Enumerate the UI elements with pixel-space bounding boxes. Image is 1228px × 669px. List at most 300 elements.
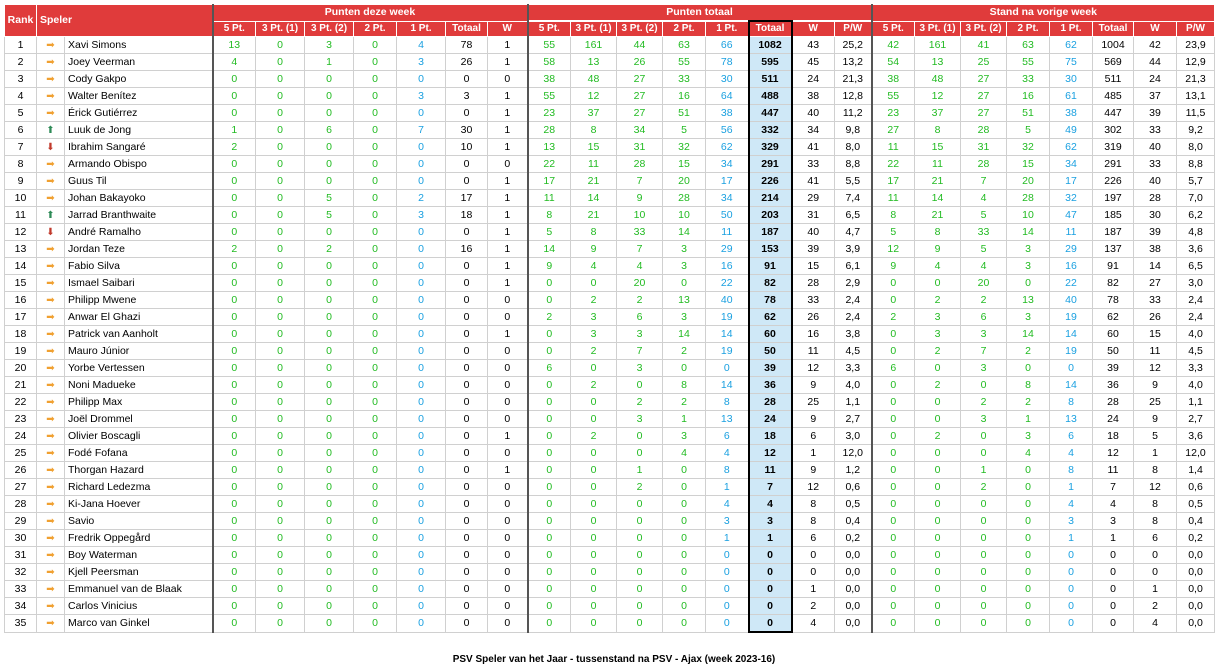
week-cell: 0 bbox=[305, 292, 354, 309]
trend-cell bbox=[37, 258, 65, 275]
total-cell: 6,5 bbox=[835, 207, 872, 224]
week-subheader[interactable]: 5 Pt. bbox=[213, 21, 256, 37]
week-cell: 0 bbox=[446, 462, 488, 479]
week-cell: 0 bbox=[213, 360, 256, 377]
week-cell: 0 bbox=[488, 343, 528, 360]
week-cell: 1 bbox=[488, 173, 528, 190]
prev-cell: 29 bbox=[1050, 241, 1093, 258]
trend-right-icon: ➡ bbox=[46, 176, 55, 187]
total-cell: 0 bbox=[528, 581, 571, 598]
total-cell: 2 bbox=[617, 394, 663, 411]
total-cell: 8 bbox=[792, 513, 835, 530]
total-cell: 13,2 bbox=[835, 54, 872, 71]
prev-cell: 3 bbox=[1093, 513, 1134, 530]
trend-cell bbox=[37, 275, 65, 292]
week-cell: 0 bbox=[256, 445, 305, 462]
week-cell: 0 bbox=[397, 292, 446, 309]
week-cell: 0 bbox=[256, 275, 305, 292]
table-row bbox=[5, 156, 1215, 173]
prev-cell: 44 bbox=[1134, 54, 1177, 71]
prev-cell: 0 bbox=[872, 411, 915, 428]
trend-cell bbox=[37, 71, 65, 88]
total-cell: 8 bbox=[571, 224, 617, 241]
total-cell: 0 bbox=[571, 462, 617, 479]
table-row bbox=[5, 547, 1215, 564]
prev-cell: 2,4 bbox=[1177, 309, 1215, 326]
prev-cell: 1 bbox=[1050, 479, 1093, 496]
week-cell: 1 bbox=[488, 241, 528, 258]
week-cell: 0 bbox=[488, 445, 528, 462]
week-cell: 0 bbox=[256, 71, 305, 88]
table-row bbox=[5, 326, 1215, 343]
total-cell: 2 bbox=[528, 309, 571, 326]
total-cell: 187 bbox=[749, 224, 792, 241]
prev-cell: 8 bbox=[1007, 377, 1050, 394]
total-cell: 0 bbox=[663, 360, 706, 377]
total-cell: 1 bbox=[617, 462, 663, 479]
total-cell: 226 bbox=[749, 173, 792, 190]
prev-cell: 3,0 bbox=[1177, 275, 1215, 292]
prev-cell: 4,5 bbox=[1177, 343, 1215, 360]
week-cell: 1 bbox=[488, 54, 528, 71]
player-name: Ibrahim Sangaré bbox=[65, 139, 213, 156]
total-cell: 0 bbox=[749, 564, 792, 581]
week-cell: 0 bbox=[256, 547, 305, 564]
week-cell: 3 bbox=[397, 88, 446, 105]
prev-cell: 8 bbox=[915, 224, 961, 241]
week-cell: 0 bbox=[213, 598, 256, 615]
total-cell: 4 bbox=[706, 496, 749, 513]
total-cell: 0,0 bbox=[835, 581, 872, 598]
prev-cell: 32 bbox=[1007, 139, 1050, 156]
total-cell: 9 bbox=[792, 462, 835, 479]
rank-cell: 22 bbox=[5, 394, 37, 411]
total-cell: 0 bbox=[571, 445, 617, 462]
week-cell: 0 bbox=[446, 411, 488, 428]
prev-cell: 3 bbox=[1007, 309, 1050, 326]
prev-cell: 4 bbox=[1050, 496, 1093, 513]
prev-cell: 0 bbox=[1007, 564, 1050, 581]
trend-right-icon: ➡ bbox=[46, 278, 55, 289]
total-cell: 1 bbox=[792, 581, 835, 598]
prev-cell: 3,6 bbox=[1177, 428, 1215, 445]
prev-cell: 0 bbox=[872, 275, 915, 292]
week-cell: 0 bbox=[354, 224, 397, 241]
prev-cell: 1004 bbox=[1093, 37, 1134, 54]
week-cell: 0 bbox=[446, 258, 488, 275]
week-cell: 2 bbox=[213, 241, 256, 258]
total-cell: 3 bbox=[617, 326, 663, 343]
total-cell: 0 bbox=[528, 292, 571, 309]
trend-right-icon: ➡ bbox=[46, 380, 55, 391]
total-cell: 33 bbox=[617, 224, 663, 241]
speler-header[interactable]: Speler bbox=[37, 5, 213, 37]
week-cell: 0 bbox=[213, 88, 256, 105]
prev-cell: 24 bbox=[1134, 71, 1177, 88]
week-group-header: Punten deze week bbox=[213, 5, 528, 22]
week-cell: 0 bbox=[256, 615, 305, 633]
total-cell: 25 bbox=[792, 394, 835, 411]
week-cell: 0 bbox=[256, 377, 305, 394]
total-cell: 4,7 bbox=[835, 224, 872, 241]
total-cell: 0 bbox=[528, 615, 571, 633]
total-cell: 13 bbox=[571, 54, 617, 71]
player-name: Cody Gakpo bbox=[65, 71, 213, 88]
total-cell: 50 bbox=[706, 207, 749, 224]
trend-cell bbox=[37, 615, 65, 633]
rank-header[interactable]: Rank bbox=[5, 5, 37, 37]
trend-right-icon: ➡ bbox=[46, 329, 55, 340]
prev-cell: 0 bbox=[872, 547, 915, 564]
prev-cell: 0 bbox=[872, 479, 915, 496]
trend-cell bbox=[37, 309, 65, 326]
prev-cell: 569 bbox=[1093, 54, 1134, 71]
rank-cell: 31 bbox=[5, 547, 37, 564]
total-cell: 291 bbox=[749, 156, 792, 173]
total-cell: 33 bbox=[663, 71, 706, 88]
week-cell: 0 bbox=[488, 309, 528, 326]
total-subheader[interactable]: P/W bbox=[835, 21, 872, 37]
total-subheader[interactable]: 3 Pt. (1) bbox=[571, 21, 617, 37]
trend-right-icon: ➡ bbox=[46, 567, 55, 578]
week-cell: 0 bbox=[354, 37, 397, 54]
week-cell: 0 bbox=[397, 309, 446, 326]
player-name: Walter Benítez bbox=[65, 88, 213, 105]
total-cell: 19 bbox=[706, 343, 749, 360]
total-cell: 0 bbox=[617, 445, 663, 462]
prev-cell: 40 bbox=[1134, 139, 1177, 156]
total-subheader[interactable]: 3 Pt. (2) bbox=[617, 21, 663, 37]
total-cell: 0 bbox=[617, 377, 663, 394]
prev-cell: 5 bbox=[1007, 122, 1050, 139]
rank-cell: 13 bbox=[5, 241, 37, 258]
week-cell: 0 bbox=[256, 428, 305, 445]
trend-up-icon: ⬆ bbox=[46, 210, 55, 221]
standings-container bbox=[4, 4, 1215, 633]
week-cell: 17 bbox=[446, 190, 488, 207]
week-cell: 0 bbox=[488, 547, 528, 564]
prev-cell: 13,1 bbox=[1177, 88, 1215, 105]
week-cell: 0 bbox=[397, 428, 446, 445]
week-cell: 0 bbox=[446, 428, 488, 445]
total-cell: 1 bbox=[792, 445, 835, 462]
week-cell: 0 bbox=[354, 428, 397, 445]
week-cell: 0 bbox=[213, 530, 256, 547]
total-cell: 41 bbox=[792, 139, 835, 156]
player-name: Jordan Teze bbox=[65, 241, 213, 258]
prev-cell: 27 bbox=[872, 122, 915, 139]
prev-cell: 8 bbox=[915, 122, 961, 139]
table-row bbox=[5, 241, 1215, 258]
prev-cell: 14 bbox=[1007, 326, 1050, 343]
week-cell: 0 bbox=[256, 343, 305, 360]
total-cell: 3 bbox=[617, 360, 663, 377]
rank-cell: 18 bbox=[5, 326, 37, 343]
week-cell: 0 bbox=[488, 377, 528, 394]
total-cell: 0 bbox=[528, 394, 571, 411]
table-row bbox=[5, 292, 1215, 309]
week-cell: 0 bbox=[397, 496, 446, 513]
week-cell: 0 bbox=[354, 564, 397, 581]
prev-cell: 0 bbox=[1134, 564, 1177, 581]
week-cell: 0 bbox=[213, 394, 256, 411]
prev-cell: 0 bbox=[1007, 547, 1050, 564]
week-cell: 0 bbox=[305, 496, 354, 513]
week-cell: 0 bbox=[256, 207, 305, 224]
total-cell: 0 bbox=[528, 530, 571, 547]
prev-cell: 4 bbox=[1007, 445, 1050, 462]
prev-cell: 48 bbox=[915, 71, 961, 88]
prev-cell: 16 bbox=[1050, 258, 1093, 275]
total-cell: 0 bbox=[617, 513, 663, 530]
prev-subheader[interactable]: 3 Pt. (1) bbox=[915, 21, 961, 37]
total-cell: 7 bbox=[617, 343, 663, 360]
prev-cell: 3,3 bbox=[1177, 360, 1215, 377]
total-cell: 40 bbox=[792, 105, 835, 122]
table-row bbox=[5, 411, 1215, 428]
total-cell: 34 bbox=[792, 122, 835, 139]
prev-cell: 5 bbox=[961, 241, 1007, 258]
week-cell: 0 bbox=[256, 479, 305, 496]
total-cell: 27 bbox=[617, 71, 663, 88]
total-cell: 51 bbox=[663, 105, 706, 122]
table-row bbox=[5, 343, 1215, 360]
total-cell: 21,3 bbox=[835, 71, 872, 88]
week-cell: 0 bbox=[354, 71, 397, 88]
total-cell: 3 bbox=[706, 513, 749, 530]
prev-cell: 4,8 bbox=[1177, 224, 1215, 241]
table-header bbox=[5, 5, 1215, 37]
prev-subheader[interactable]: 1 Pt. bbox=[1050, 21, 1093, 37]
week-cell: 0 bbox=[354, 190, 397, 207]
week-cell: 0 bbox=[256, 122, 305, 139]
week-cell: 0 bbox=[488, 513, 528, 530]
trend-right-icon: ➡ bbox=[46, 584, 55, 595]
total-cell: 3 bbox=[617, 411, 663, 428]
week-cell: 0 bbox=[397, 241, 446, 258]
total-cell: 2 bbox=[663, 394, 706, 411]
prev-subheader[interactable]: Totaal bbox=[1093, 21, 1134, 37]
prev-subheader[interactable]: 2 Pt. bbox=[1007, 21, 1050, 37]
week-cell: 26 bbox=[446, 54, 488, 71]
rank-cell: 30 bbox=[5, 530, 37, 547]
prev-cell: 0 bbox=[1007, 479, 1050, 496]
prev-group-header: Stand na vorige week bbox=[872, 5, 1215, 22]
week-cell: 0 bbox=[446, 292, 488, 309]
prev-cell: 7,0 bbox=[1177, 190, 1215, 207]
table-row bbox=[5, 122, 1215, 139]
prev-cell: 0 bbox=[1093, 564, 1134, 581]
total-cell: 28 bbox=[749, 394, 792, 411]
prev-cell: 0,6 bbox=[1177, 479, 1215, 496]
week-cell: 3 bbox=[397, 54, 446, 71]
total-cell: 11 bbox=[528, 190, 571, 207]
week-cell: 1 bbox=[488, 37, 528, 54]
total-cell: 0 bbox=[528, 496, 571, 513]
prev-subheader[interactable]: 3 Pt. (2) bbox=[961, 21, 1007, 37]
prev-cell: 0 bbox=[872, 598, 915, 615]
prev-cell: 4,0 bbox=[1177, 326, 1215, 343]
prev-cell: 33 bbox=[1134, 122, 1177, 139]
prev-cell: 302 bbox=[1093, 122, 1134, 139]
player-name: Fabio Silva bbox=[65, 258, 213, 275]
total-cell: 29 bbox=[792, 190, 835, 207]
trend-cell bbox=[37, 122, 65, 139]
total-cell: 11 bbox=[706, 224, 749, 241]
total-group-header: Punten totaal bbox=[528, 5, 872, 22]
week-cell: 0 bbox=[354, 275, 397, 292]
prev-cell: 2 bbox=[915, 343, 961, 360]
prev-cell: 0 bbox=[1007, 275, 1050, 292]
total-cell: 33 bbox=[792, 156, 835, 173]
prev-cell: 0 bbox=[961, 377, 1007, 394]
prev-cell: 50 bbox=[1093, 343, 1134, 360]
prev-cell: 10 bbox=[1007, 207, 1050, 224]
prev-cell: 0 bbox=[915, 581, 961, 598]
prev-cell: 0 bbox=[915, 462, 961, 479]
week-cell: 0 bbox=[256, 224, 305, 241]
total-subheader[interactable]: 1 Pt. bbox=[706, 21, 749, 37]
week-cell: 1 bbox=[488, 326, 528, 343]
week-cell: 0 bbox=[213, 224, 256, 241]
week-cell: 0 bbox=[305, 479, 354, 496]
trend-cell bbox=[37, 462, 65, 479]
total-cell: 6 bbox=[792, 428, 835, 445]
week-cell: 0 bbox=[446, 224, 488, 241]
table-row bbox=[5, 309, 1215, 326]
week-cell: 0 bbox=[256, 513, 305, 530]
prev-cell: 11 bbox=[1134, 343, 1177, 360]
week-cell: 0 bbox=[488, 581, 528, 598]
trend-up-icon: ⬆ bbox=[46, 125, 55, 136]
week-cell: 0 bbox=[213, 581, 256, 598]
prev-cell: 12 bbox=[872, 241, 915, 258]
week-subheader[interactable]: 2 Pt. bbox=[354, 21, 397, 37]
prev-cell: 40 bbox=[1134, 173, 1177, 190]
prev-subheader[interactable]: W bbox=[1134, 21, 1177, 37]
total-cell: 214 bbox=[749, 190, 792, 207]
week-cell: 0 bbox=[397, 479, 446, 496]
player-name: Marco van Ginkel bbox=[65, 615, 213, 633]
total-cell: 3 bbox=[663, 241, 706, 258]
prev-cell: 1,1 bbox=[1177, 394, 1215, 411]
week-cell: 0 bbox=[354, 462, 397, 479]
prev-cell: 2 bbox=[961, 394, 1007, 411]
prev-cell: 4 bbox=[1134, 615, 1177, 633]
prev-cell: 0 bbox=[1007, 530, 1050, 547]
prev-cell: 2 bbox=[915, 428, 961, 445]
prev-cell: 33 bbox=[961, 224, 1007, 241]
prev-cell: 2 bbox=[915, 292, 961, 309]
week-cell: 0 bbox=[354, 547, 397, 564]
prev-cell: 0 bbox=[915, 411, 961, 428]
week-subheader[interactable]: Totaal bbox=[446, 21, 488, 37]
week-cell: 18 bbox=[446, 207, 488, 224]
total-cell: 10 bbox=[663, 207, 706, 224]
prev-cell: 8 bbox=[872, 207, 915, 224]
prev-cell: 0,0 bbox=[1177, 564, 1215, 581]
rank-cell: 32 bbox=[5, 564, 37, 581]
total-cell: 39 bbox=[792, 241, 835, 258]
prev-cell: 3 bbox=[1050, 513, 1093, 530]
rank-cell: 29 bbox=[5, 513, 37, 530]
total-cell: 0 bbox=[617, 581, 663, 598]
table-row bbox=[5, 445, 1215, 462]
week-cell: 6 bbox=[305, 122, 354, 139]
player-name: Patrick van Aanholt bbox=[65, 326, 213, 343]
player-name: Noni Madueke bbox=[65, 377, 213, 394]
week-subheader[interactable]: 1 Pt. bbox=[397, 21, 446, 37]
week-cell: 0 bbox=[305, 394, 354, 411]
week-subheader[interactable]: 3 Pt. (2) bbox=[305, 21, 354, 37]
total-cell: 12,8 bbox=[835, 88, 872, 105]
week-subheader[interactable]: W bbox=[488, 21, 528, 37]
week-subheader[interactable]: 3 Pt. (1) bbox=[256, 21, 305, 37]
prev-cell: 0 bbox=[961, 615, 1007, 633]
prev-cell: 0 bbox=[872, 292, 915, 309]
trend-right-icon: ➡ bbox=[46, 74, 55, 85]
total-cell: 0 bbox=[571, 275, 617, 292]
week-cell: 0 bbox=[213, 309, 256, 326]
trend-right-icon: ➡ bbox=[46, 516, 55, 527]
total-cell: 3 bbox=[571, 326, 617, 343]
total-cell: 25,2 bbox=[835, 37, 872, 54]
trend-right-icon: ➡ bbox=[46, 108, 55, 119]
total-subheader[interactable]: W bbox=[792, 21, 835, 37]
week-cell: 0 bbox=[488, 411, 528, 428]
trend-right-icon: ➡ bbox=[46, 499, 55, 510]
table-row bbox=[5, 428, 1215, 445]
rank-cell: 5 bbox=[5, 105, 37, 122]
rank-cell: 25 bbox=[5, 445, 37, 462]
prev-cell: 16 bbox=[1007, 88, 1050, 105]
prev-cell: 20 bbox=[961, 275, 1007, 292]
total-cell: 8 bbox=[792, 496, 835, 513]
total-cell: 0 bbox=[528, 326, 571, 343]
total-cell: 40 bbox=[706, 292, 749, 309]
prev-subheader[interactable]: 5 Pt. bbox=[872, 21, 915, 37]
prev-subheader[interactable]: P/W bbox=[1177, 21, 1215, 37]
total-cell: 78 bbox=[749, 292, 792, 309]
player-name: Érick Gutiérrez bbox=[65, 105, 213, 122]
week-cell: 0 bbox=[305, 445, 354, 462]
total-cell: 329 bbox=[749, 139, 792, 156]
total-cell: 14 bbox=[571, 190, 617, 207]
total-cell: 0 bbox=[571, 513, 617, 530]
total-subheader[interactable]: Totaal bbox=[749, 21, 792, 37]
prev-cell: 8 bbox=[1134, 513, 1177, 530]
week-cell: 0 bbox=[305, 564, 354, 581]
prev-cell: 4 bbox=[915, 258, 961, 275]
week-cell: 1 bbox=[488, 207, 528, 224]
rank-cell: 7 bbox=[5, 139, 37, 156]
trend-cell bbox=[37, 139, 65, 156]
total-subheader[interactable]: 5 Pt. bbox=[528, 21, 571, 37]
prev-cell: 1 bbox=[1093, 530, 1134, 547]
prev-cell: 9,2 bbox=[1177, 122, 1215, 139]
player-name: Jarrad Branthwaite bbox=[65, 207, 213, 224]
total-cell: 3,8 bbox=[835, 326, 872, 343]
player-name: Ismael Saibari bbox=[65, 275, 213, 292]
week-cell: 0 bbox=[305, 105, 354, 122]
prev-cell: 21 bbox=[915, 173, 961, 190]
total-cell: 62 bbox=[749, 309, 792, 326]
total-cell: 56 bbox=[706, 122, 749, 139]
week-cell: 0 bbox=[488, 394, 528, 411]
week-cell: 0 bbox=[256, 139, 305, 156]
total-subheader[interactable]: 2 Pt. bbox=[663, 21, 706, 37]
week-cell: 0 bbox=[397, 598, 446, 615]
